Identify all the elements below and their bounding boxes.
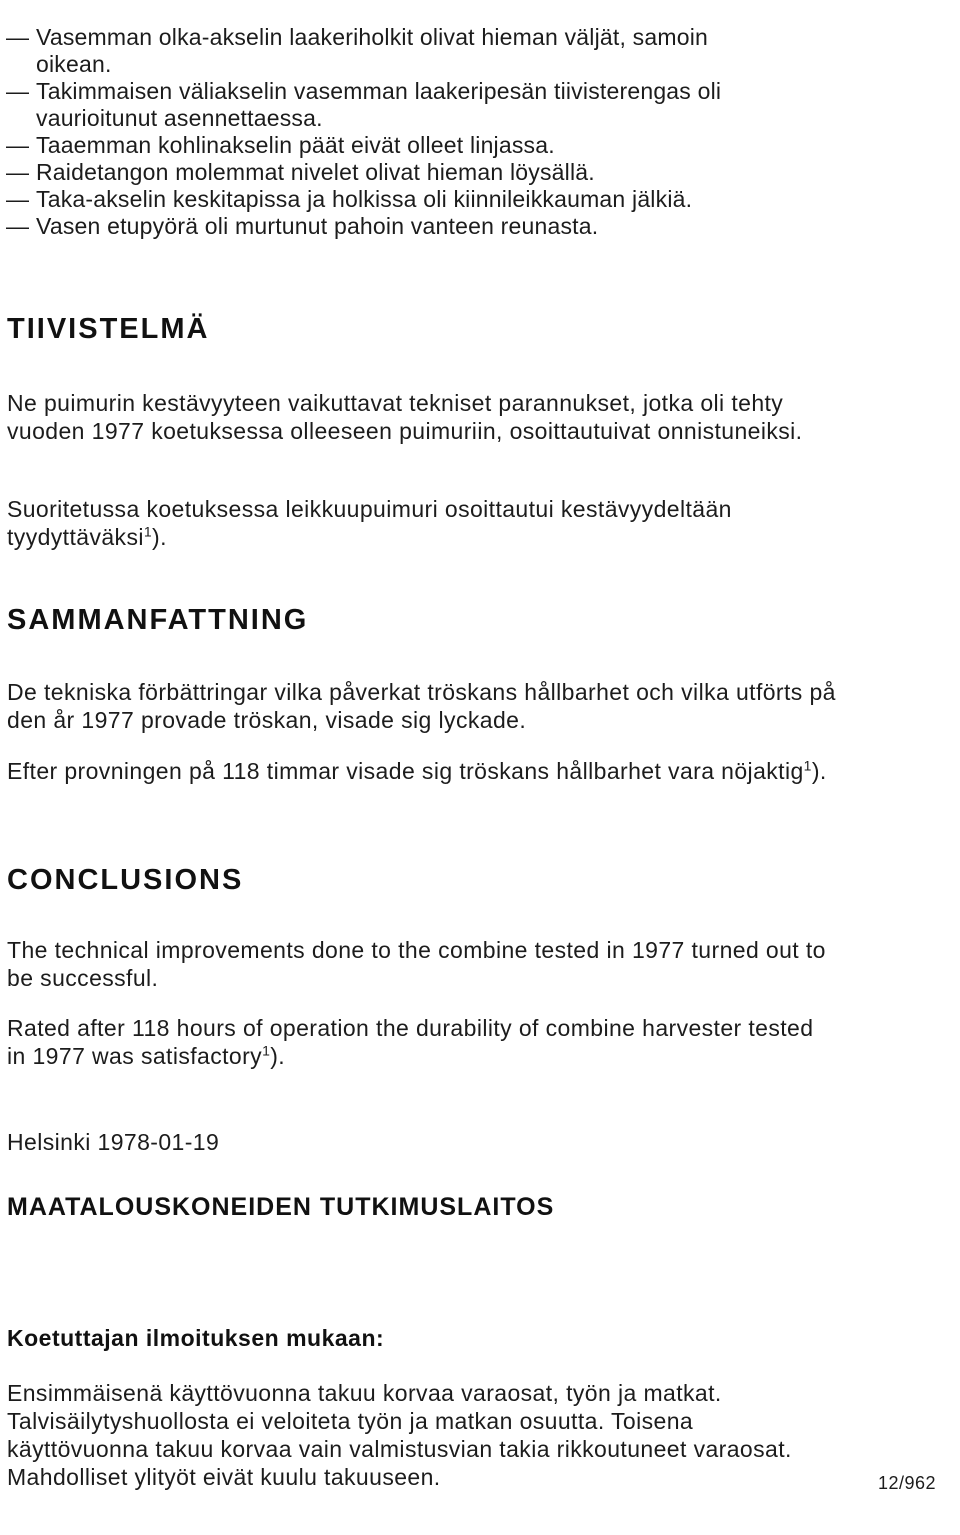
footnote-marker: 1 xyxy=(803,757,812,774)
dash-marker: — xyxy=(6,78,30,104)
tiivistelma-paragraph-1: Ne puimurin kestävyyteen vaikuttavat tekniset parannukset, jotka oli tehty vuoden 1977 koetuksessa olleeseen puimuriin, osoittautuivat onnistuneiksi. xyxy=(7,390,803,444)
list-item xyxy=(6,186,836,213)
list-item xyxy=(6,24,836,78)
list-item-text: Vasemman olka-akselin laakeriholkit olivat hieman väljät, samoin xyxy=(36,24,709,50)
dash-marker: — xyxy=(6,186,30,212)
tiivistelma-paragraph-2 xyxy=(7,495,837,551)
dash-marker: — xyxy=(6,24,30,50)
dash-marker: — xyxy=(6,213,30,239)
dash-marker: — xyxy=(6,159,30,185)
defect-list xyxy=(6,24,836,240)
list-item xyxy=(6,213,836,240)
list-item xyxy=(6,159,836,186)
tiivistelma-paragraph-2-text: Suoritetussa koetuksessa leikkuupuimuri osoittautui kestävyydeltään tyydyttäväksi xyxy=(7,496,732,550)
tiivistelma-heading: TIIVISTELMÄ xyxy=(7,313,210,345)
page-number: 12/962 xyxy=(878,1473,937,1493)
list-item xyxy=(6,132,836,159)
place-date: Helsinki 1978-01-19 xyxy=(7,1129,220,1155)
sammanfattning-paragraph-2-text: Efter provningen på 118 timmar visade sig tröskans hållbarhet vara nöjaktig xyxy=(7,758,804,784)
list-item-continuation: vaurioitunut asennettaessa. xyxy=(36,105,323,131)
sammanfattning-paragraph-1: De tekniska förbättringar vilka påverkat tröskans hållbarhet och vilka utförts på den år 1977 provade tröskan, visade sig lyckade. xyxy=(7,679,836,733)
footnote-marker-close: ). xyxy=(152,524,167,550)
list-item xyxy=(6,78,836,132)
list-item-text: Takimmaisen väliakselin vasemman laakeripesän tiivisterengas oli xyxy=(36,78,722,104)
conclusions-heading: CONCLUSIONS xyxy=(7,864,244,896)
list-item-continuation: oikean. xyxy=(36,51,112,77)
conclusions-paragraph-2-text: Rated after 118 hours of operation the durability of combine harvester tested in 1977 was satisfactory xyxy=(7,1015,814,1069)
footnote-text: Ensimmäisenä käyttövuonna takuu korvaa varaosat, työn ja matkat. Talvisäilytyshuollosta ei veloiteta työn ja matkan osuutta. Toisena käyttövuonna takuu korvaa vain valmistusvian takia rikkoutuneet varaosat. Mahdolliset ylityöt eivät kuulu takuuseen. xyxy=(7,1380,792,1490)
list-item-text: Taaemman kohlinakselin päät eivät olleet linjassa. xyxy=(36,132,555,158)
footnote-heading: Koetuttajan ilmoituksen mukaan: xyxy=(7,1325,385,1351)
footnote-marker: 1 xyxy=(143,523,153,540)
footnote-marker: 1 xyxy=(262,1042,271,1059)
list-item-text: Vasen etupyörä oli murtunut pahoin vanteen reunasta. xyxy=(36,213,599,239)
footnote-marker-close: ). xyxy=(270,1043,286,1069)
sammanfattning-heading: SAMMANFATTNING xyxy=(7,604,309,636)
list-item-text: Taka-akselin keskitapissa ja holkissa oli kiinnileikkauman jälkiä. xyxy=(36,186,693,212)
dash-marker: — xyxy=(6,132,30,158)
footnote-marker-close: ). xyxy=(811,758,827,784)
sammanfattning-paragraph-2 xyxy=(7,757,837,785)
list-item-text: Raidetangon molemmat nivelet olivat hieman löysällä. xyxy=(36,159,595,185)
institute-name: MAATALOUSKONEIDEN TUTKIMUSLAITOS xyxy=(7,1193,555,1221)
conclusions-paragraph-1: The technical improvements done to the combine tested in 1977 turned out to be successful. xyxy=(7,937,826,991)
conclusions-paragraph-2 xyxy=(7,1014,837,1070)
